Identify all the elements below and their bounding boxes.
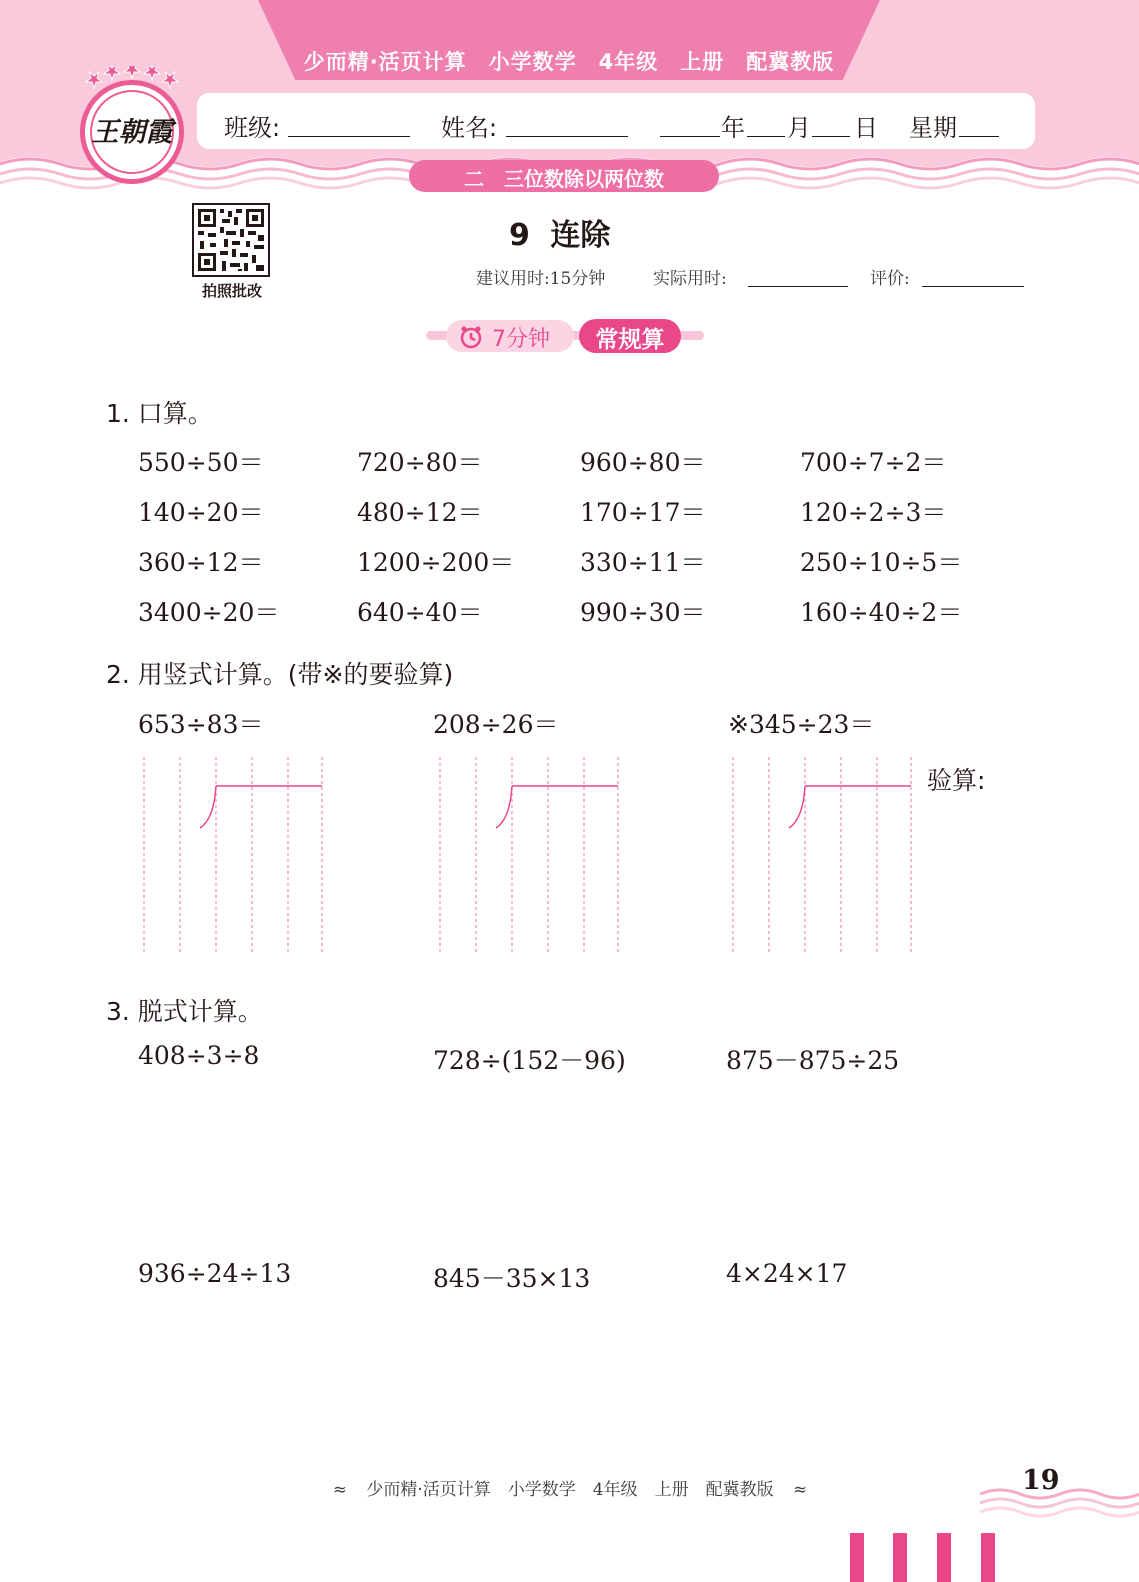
long-division-grid[interactable] [142,757,324,954]
brand-logo-text: 王朝霞 [91,117,173,148]
q1-item: 640÷40＝ [357,598,483,627]
q1-item: 140÷20＝ [138,498,264,527]
check-label: 验算: [927,766,986,795]
q2-item: 208÷26＝ [433,710,559,739]
name-field[interactable] [506,136,628,137]
lesson-title: 9 连除 [509,218,611,253]
suggested-time: 建议用时:15分钟 [476,269,606,289]
q1-item: 170÷17＝ [580,498,706,527]
day-field[interactable] [812,136,850,137]
q1-item: 550÷50＝ [138,448,264,477]
qr-code-icon[interactable] [192,203,270,277]
footer-bar [893,1533,907,1582]
q1-item: 250÷10÷5＝ [800,548,963,577]
alarm-clock-icon [459,325,483,349]
weekday-label: 星期 [909,114,957,142]
q2-item: ※345÷23＝ [728,710,875,739]
q3-item: 4×24×17 [726,1259,848,1288]
q2-item: 653÷83＝ [138,710,264,739]
q3-item: 875－875÷25 [726,1046,900,1075]
q1-item: 360÷12＝ [138,548,264,577]
month-label: 月 [787,114,811,142]
footer-text: ≈ 少而精·活页计算 小学数学 4年级 上册 配冀教版 ≈ [332,1480,808,1500]
q3-item: 936÷24÷13 [138,1259,292,1288]
q1-item: 700÷7÷2＝ [800,448,947,477]
day-label: 日 [854,114,878,142]
q1-item: 720÷80＝ [357,448,483,477]
class-field[interactable] [288,136,410,137]
q1-item: 3400÷20＝ [138,598,280,627]
class-label: 班级: [224,114,281,142]
evaluation-field[interactable] [922,286,1024,287]
year-label: 年 [721,114,745,142]
footer-bar [937,1533,951,1582]
q1-item: 1200÷200＝ [357,548,515,577]
month-field[interactable] [747,136,785,137]
banner-text: 少而精·活页计算 小学数学 4年级 上册 配冀教版 [303,50,835,74]
name-label: 姓名: [441,114,498,142]
page-number: 19 [1022,1465,1060,1496]
q1-item: 960÷80＝ [580,448,706,477]
q1-item: 120÷2÷3＝ [800,498,947,527]
q3-item: 408÷3÷8 [138,1041,260,1070]
long-division-grid[interactable] [438,757,620,954]
footer-bar [981,1533,995,1582]
qr-caption: 拍照批改 [201,282,262,300]
question-1-title: 1. 口算。 [106,399,213,428]
q1-item: 480÷12＝ [357,498,483,527]
q3-item: 728÷(152－96) [433,1046,626,1075]
evaluation-label: 评价: [870,269,910,289]
actual-time-field[interactable] [748,286,848,287]
long-division-grid[interactable] [731,757,913,954]
weekday-field[interactable] [959,136,999,137]
q1-item: 330÷11＝ [580,548,706,577]
unit-title: 二 三位数除以两位数 [464,167,664,191]
q1-item: 160÷40÷2＝ [800,598,963,627]
question-3-title: 3. 脱式计算。 [106,997,263,1026]
actual-time-label: 实际用时: [653,269,727,289]
section-type: 常规算 [595,327,665,353]
year-field[interactable] [660,136,720,137]
q1-item: 990÷30＝ [580,598,706,627]
section-time: 7分钟 [492,327,550,352]
q3-item: 845－35×13 [433,1264,591,1293]
footer-bar [850,1533,864,1582]
question-2-title: 2. 用竖式计算。(带※的要验算) [106,660,454,689]
